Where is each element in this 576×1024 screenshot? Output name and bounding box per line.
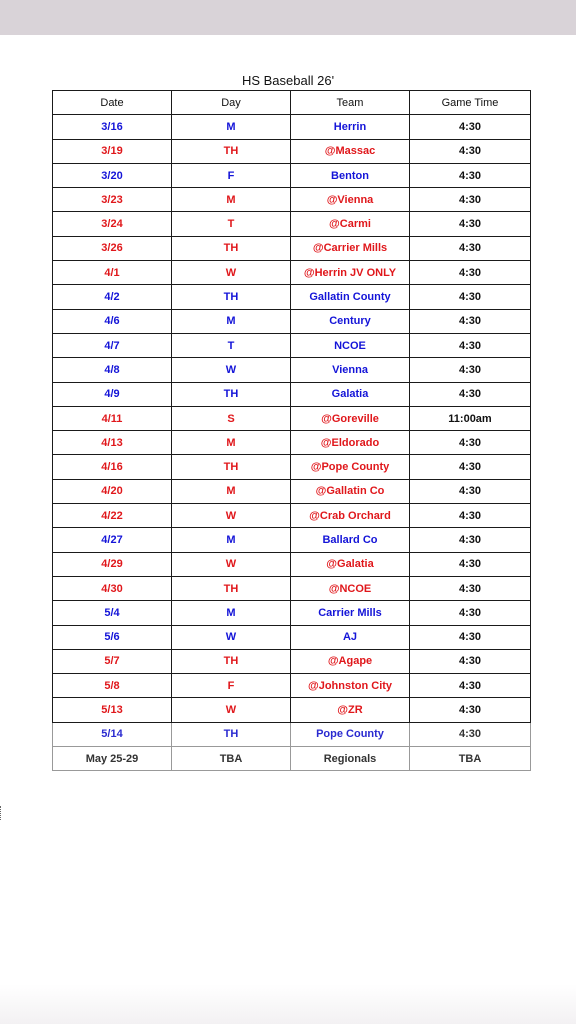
bottom-shade [0, 984, 576, 1024]
game-time: 4:30 [410, 285, 531, 309]
game-time: 4:30 [410, 674, 531, 698]
game-time: 4:30 [410, 236, 531, 260]
table-row [53, 528, 531, 552]
game-day: W [172, 698, 291, 722]
game-date: 5/7 [53, 649, 172, 673]
game-team: @Vienna [291, 188, 410, 212]
game-day: W [172, 358, 291, 382]
game-team: @NCOE [291, 576, 410, 600]
game-team: Herrin [291, 115, 410, 139]
game-date: 4/20 [53, 479, 172, 503]
game-team: Regionals [291, 747, 410, 771]
game-time: 4:30 [410, 333, 531, 357]
table-row [53, 455, 531, 479]
game-team: @Herrin JV ONLY [291, 261, 410, 285]
game-date: 4/27 [53, 528, 172, 552]
game-date: 4/2 [53, 285, 172, 309]
game-team: @Agape [291, 649, 410, 673]
game-time: 4:30 [410, 528, 531, 552]
game-day: F [172, 674, 291, 698]
game-date: 4/1 [53, 261, 172, 285]
game-date: 4/16 [53, 455, 172, 479]
game-date: 4/6 [53, 309, 172, 333]
game-date: 4/22 [53, 504, 172, 528]
game-day: TH [172, 576, 291, 600]
game-day: W [172, 504, 291, 528]
header-day: Day [172, 91, 291, 115]
game-team: @Johnston City [291, 674, 410, 698]
game-date: 4/29 [53, 552, 172, 576]
game-day: T [172, 333, 291, 357]
game-team: Carrier Mills [291, 601, 410, 625]
table-row [53, 649, 531, 673]
game-day: TH [172, 236, 291, 260]
table-row [53, 285, 531, 309]
game-time: 4:30 [410, 139, 531, 163]
game-time: 4:30 [410, 188, 531, 212]
game-time: 4:30 [410, 163, 531, 187]
game-team: @Eldorado [291, 431, 410, 455]
table-row [53, 625, 531, 649]
game-time: 4:30 [410, 358, 531, 382]
game-team: @Carmi [291, 212, 410, 236]
game-day: W [172, 625, 291, 649]
table-row [53, 479, 531, 503]
game-date: 5/8 [53, 674, 172, 698]
game-day: M [172, 479, 291, 503]
header-game-time: Game Time [410, 91, 531, 115]
game-date: 5/14 [53, 722, 172, 746]
table-row [53, 358, 531, 382]
game-day: TBA [172, 747, 291, 771]
game-team: Galatia [291, 382, 410, 406]
table-row [53, 139, 531, 163]
game-day: W [172, 261, 291, 285]
game-day: F [172, 163, 291, 187]
game-date: 4/8 [53, 358, 172, 382]
game-time: 4:30 [410, 601, 531, 625]
table-row [53, 552, 531, 576]
game-date: 3/20 [53, 163, 172, 187]
game-date: 5/6 [53, 625, 172, 649]
game-date: 3/24 [53, 212, 172, 236]
table-row [53, 406, 531, 430]
game-team: @Carrier Mills [291, 236, 410, 260]
game-day: S [172, 406, 291, 430]
game-time: 4:30 [410, 431, 531, 455]
page-edge-mark [0, 806, 3, 820]
table-row [53, 188, 531, 212]
schedule-title: HS Baseball 26' [241, 73, 335, 88]
schedule-table [52, 90, 531, 771]
game-time: 4:30 [410, 552, 531, 576]
game-team: Vienna [291, 358, 410, 382]
table-row [53, 333, 531, 357]
game-time: 4:30 [410, 649, 531, 673]
game-time: 4:30 [410, 455, 531, 479]
game-time: 4:30 [410, 625, 531, 649]
game-date: 3/16 [53, 115, 172, 139]
game-date: 4/7 [53, 333, 172, 357]
game-time: 4:30 [410, 309, 531, 333]
game-time: 11:00am [410, 406, 531, 430]
table-row [53, 212, 531, 236]
game-time: 4:30 [410, 698, 531, 722]
game-team: Gallatin County [291, 285, 410, 309]
game-date: 5/13 [53, 698, 172, 722]
game-team: Benton [291, 163, 410, 187]
game-time: 4:30 [410, 261, 531, 285]
game-team: @Gallatin Co [291, 479, 410, 503]
table-row [53, 722, 531, 746]
game-day: T [172, 212, 291, 236]
table-row [53, 504, 531, 528]
game-date: 3/26 [53, 236, 172, 260]
game-time: 4:30 [410, 576, 531, 600]
game-team: AJ [291, 625, 410, 649]
table-row [53, 261, 531, 285]
game-time: TBA [410, 747, 531, 771]
header-date: Date [53, 91, 172, 115]
game-day: M [172, 309, 291, 333]
game-team: Century [291, 309, 410, 333]
table-row [53, 674, 531, 698]
table-row [53, 115, 531, 139]
game-day: M [172, 115, 291, 139]
game-day: M [172, 188, 291, 212]
table-row [53, 431, 531, 455]
game-day: TH [172, 382, 291, 406]
header-row [53, 91, 531, 115]
header-team: Team [291, 91, 410, 115]
game-time: 4:30 [410, 382, 531, 406]
game-day: TH [172, 722, 291, 746]
game-team: NCOE [291, 333, 410, 357]
game-team: Ballard Co [291, 528, 410, 552]
game-date: 4/11 [53, 406, 172, 430]
game-team: @Crab Orchard [291, 504, 410, 528]
game-date: 5/4 [53, 601, 172, 625]
game-date: 4/9 [53, 382, 172, 406]
table-row [53, 163, 531, 187]
top-bar [0, 0, 576, 35]
game-day: M [172, 431, 291, 455]
game-time: 4:30 [410, 479, 531, 503]
table-row [53, 747, 531, 771]
game-day: TH [172, 649, 291, 673]
game-time: 4:30 [410, 504, 531, 528]
game-time: 4:30 [410, 212, 531, 236]
game-date: 3/23 [53, 188, 172, 212]
game-team: @Pope County [291, 455, 410, 479]
game-day: M [172, 528, 291, 552]
table-row [53, 601, 531, 625]
game-day: M [172, 601, 291, 625]
table-row [53, 698, 531, 722]
game-date: 4/30 [53, 576, 172, 600]
game-team: @ZR [291, 698, 410, 722]
schedule-body [53, 115, 531, 771]
table-row [53, 576, 531, 600]
game-team: @Galatia [291, 552, 410, 576]
game-day: TH [172, 455, 291, 479]
table-row [53, 309, 531, 333]
game-day: TH [172, 139, 291, 163]
table-row [53, 382, 531, 406]
game-day: TH [172, 285, 291, 309]
game-team: @Goreville [291, 406, 410, 430]
game-time: 4:30 [410, 722, 531, 746]
game-team: @Massac [291, 139, 410, 163]
game-team: Pope County [291, 722, 410, 746]
game-day: W [172, 552, 291, 576]
game-date: 4/13 [53, 431, 172, 455]
table-row [53, 236, 531, 260]
game-date: May 25-29 [53, 747, 172, 771]
game-date: 3/19 [53, 139, 172, 163]
game-time: 4:30 [410, 115, 531, 139]
